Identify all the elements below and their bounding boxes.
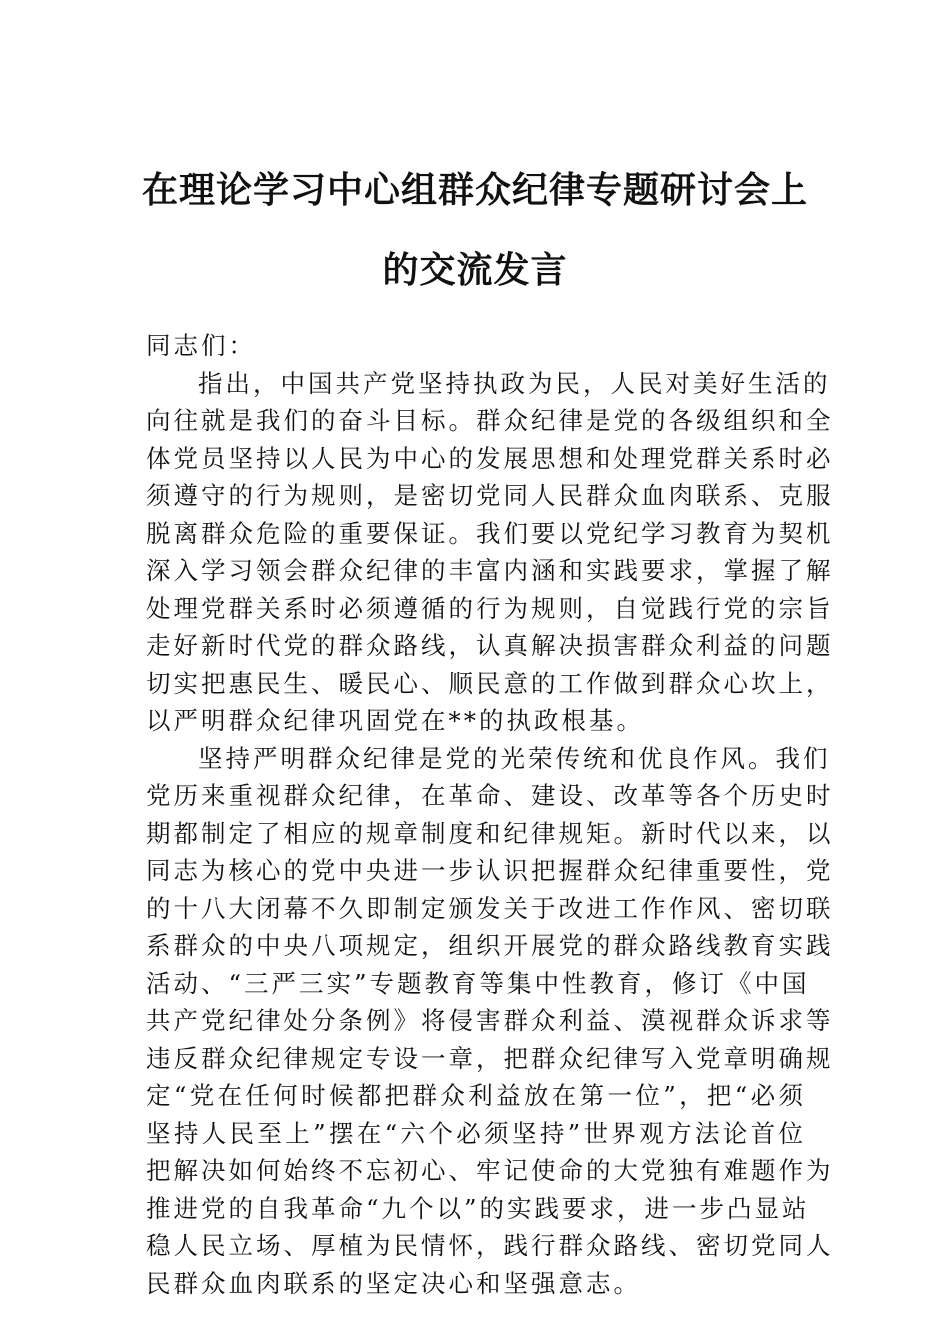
paragraph-line: 定“党在任何时候都把群众利益放在第一位”，把“必须 — [146, 1081, 806, 1110]
salutation: 同志们： — [146, 331, 256, 360]
paragraph-line: 违反群众纪律规定专设一章，把群众纪律写入党章明确规 — [146, 1043, 834, 1073]
paragraph-line: 走好新时代党的群众路线，认真解决损害群众利益的问题 — [146, 631, 834, 660]
paragraph-line: 向往就是我们的奋斗目标。群众纪律是党的各级组织和全 — [146, 406, 834, 435]
paragraph-line: 以严明群众纪律巩固党在**的执政根基。 — [146, 706, 644, 735]
paragraph-2 — [146, 740, 834, 1303]
document-body — [146, 327, 834, 1302]
paragraph-line: 稳人民立场、厚植为民情怀，践行群众路线、密切党同人 — [146, 1231, 834, 1260]
paragraph-line: 同志为核心的党中央进一步认识把握群众纪律重要性，党 — [146, 856, 834, 885]
paragraph-line: 须遵守的行为规则，是密切党同人民群众血肉联系、克服 — [146, 481, 834, 510]
paragraph-line: 深入学习领会群众纪律的丰富内涵和实践要求，掌握了解 — [146, 556, 834, 585]
paragraph-line: 民群众血肉联系的坚定决心和坚强意志。 — [146, 1268, 641, 1298]
paragraph-line: 坚持人民至上”摆在“六个必须坚持”世界观方法论首位 — [146, 1118, 806, 1148]
paragraph-line: 把解决如何始终不忘初心、牢记使命的大党独有难题作为 — [146, 1156, 834, 1185]
paragraph-line: 处理党群关系时必须遵循的行为规则，自觉践行党的宗旨 — [146, 593, 834, 623]
paragraph-line: 体党员坚持以人民为中心的发展思想和处理党群关系时必 — [146, 443, 834, 473]
title-line-1: 在理论学习中心组群众纪律专题研讨会上 — [141, 169, 808, 211]
paragraph-line: 活动、“三严三实”专题教育等集中性教育，修订《中国 — [146, 968, 810, 998]
paragraph-line: 脱离群众危险的重要保证。我们要以党纪学习教育为契机 — [146, 518, 834, 548]
paragraph-line: 系群众的中央八项规定，组织开展党的群众路线教育实践 — [146, 931, 834, 960]
paragraph-1 — [146, 365, 834, 740]
paragraph-line: 期都制定了相应的规章制度和纪律规矩。新时代以来，以 — [146, 818, 834, 848]
document-title — [120, 150, 830, 310]
title-line-2: 的交流发言 — [382, 249, 568, 291]
paragraph-line: 党历来重视群众纪律，在革命、建设、改革等各个历史时 — [146, 781, 834, 810]
paragraph-line: 切实把惠民生、暖民心、顺民意的工作做到群众心坎上， — [146, 668, 834, 698]
paragraph-line: 共产党纪律处分条例》将侵害群众利益、漠视群众诉求等 — [146, 1006, 834, 1035]
paragraph-line: 的十八大闭幕不久即制定颁发关于改进工作作风、密切联 — [146, 893, 834, 923]
paragraph-line: 推进党的自我革命“九个以”的实践要求，进一步凸显站 — [146, 1193, 810, 1223]
paragraph-line: 坚持严明群众纪律是党的光荣传统和优良作风。我们 — [198, 743, 831, 773]
paragraph-line: 指出，中国共产党坚持执政为民，人民对美好生活的 — [198, 368, 831, 398]
